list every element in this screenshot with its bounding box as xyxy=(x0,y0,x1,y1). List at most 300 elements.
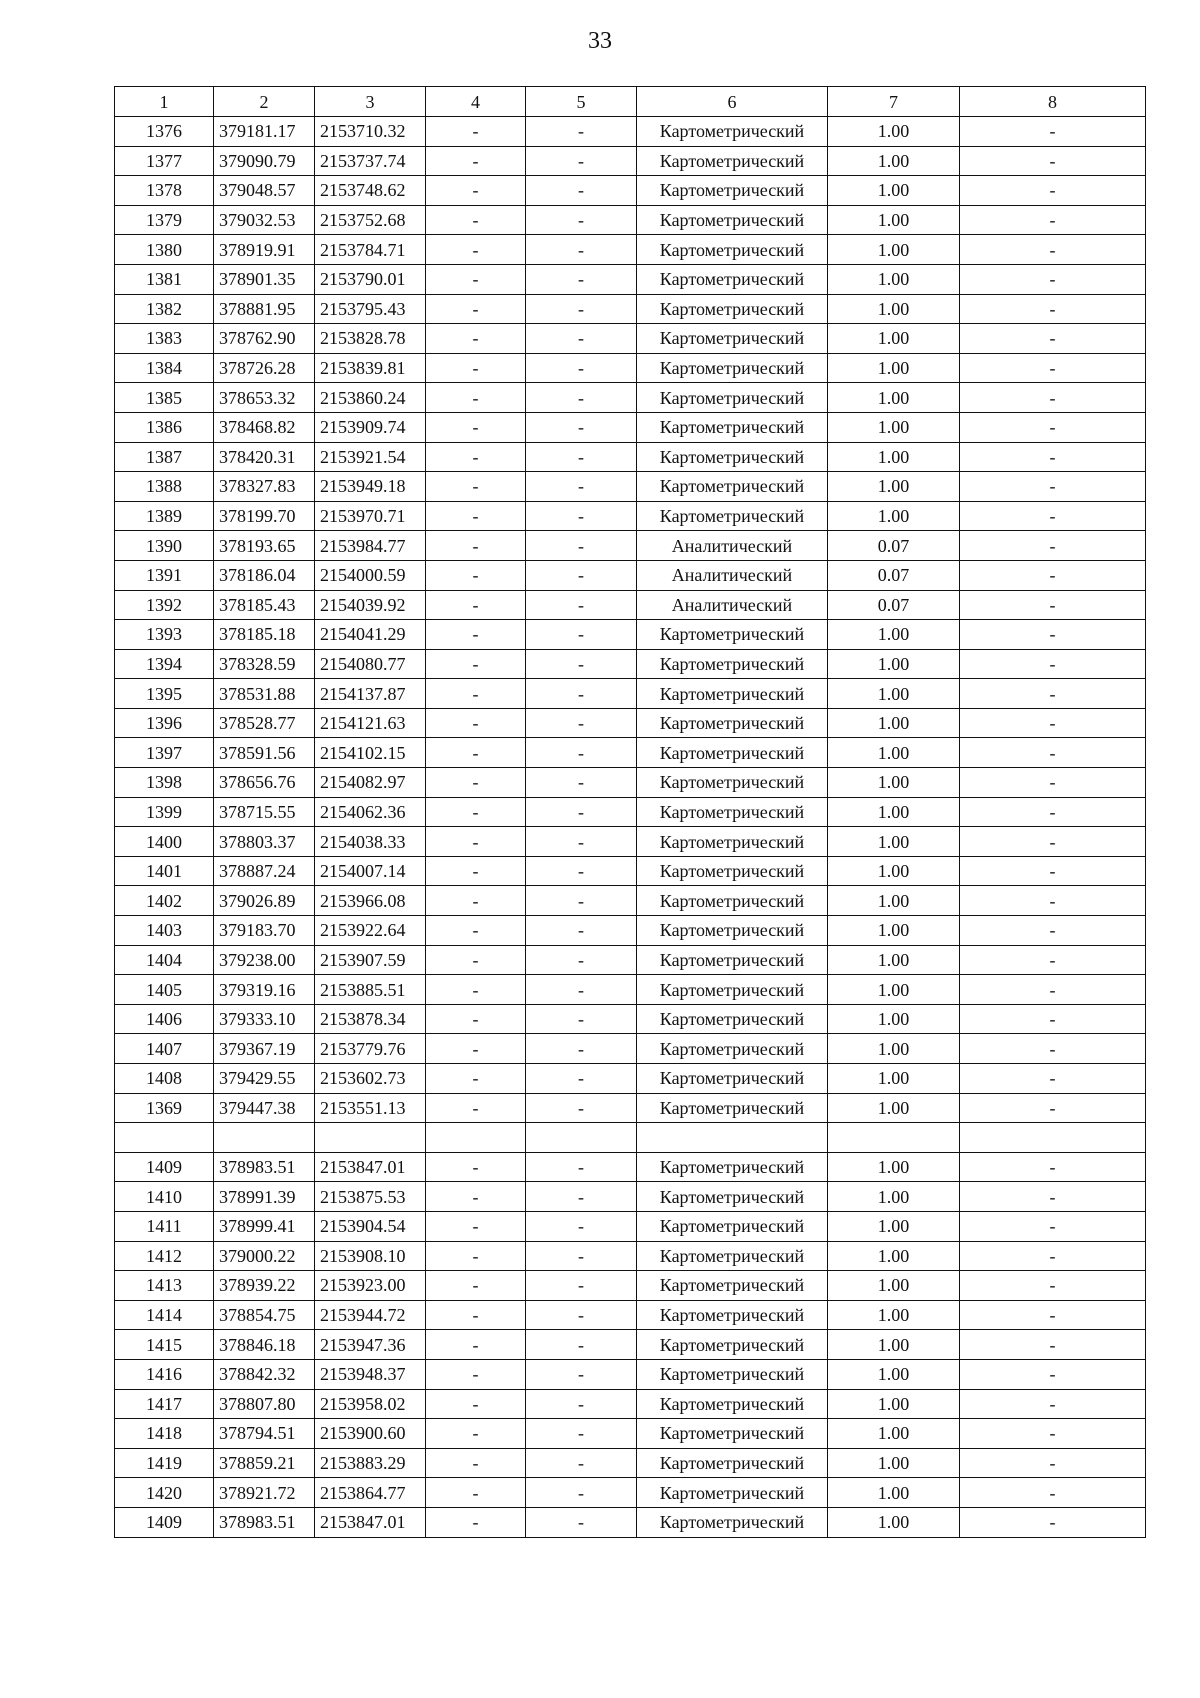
accuracy-cell: 1.00 xyxy=(828,117,960,147)
accuracy-cell: 1.00 xyxy=(828,205,960,235)
col8-cell: - xyxy=(960,738,1146,768)
col4-cell: - xyxy=(426,472,526,502)
point-number-cell: 1411 xyxy=(115,1211,214,1241)
y-coordinate-cell: 2153602.73 xyxy=(315,1064,426,1094)
y-coordinate-cell: 2154102.15 xyxy=(315,738,426,768)
method-cell: Картометрический xyxy=(637,1152,828,1182)
x-coordinate-cell: 378881.95 xyxy=(214,294,315,324)
x-coordinate-cell: 379090.79 xyxy=(214,146,315,176)
method-cell xyxy=(637,1123,828,1153)
col8-cell: - xyxy=(960,1448,1146,1478)
col5-cell: - xyxy=(526,146,637,176)
accuracy-cell: 1.00 xyxy=(828,1478,960,1508)
col8-cell: - xyxy=(960,679,1146,709)
y-coordinate-cell: 2153860.24 xyxy=(315,383,426,413)
point-number-cell: 1386 xyxy=(115,412,214,442)
col8-cell: - xyxy=(960,1034,1146,1064)
y-coordinate-cell: 2154007.14 xyxy=(315,856,426,886)
y-coordinate-cell: 2153909.74 xyxy=(315,412,426,442)
x-coordinate-cell: 378983.51 xyxy=(214,1507,315,1537)
col5-cell: - xyxy=(526,383,637,413)
col4-cell: - xyxy=(426,1004,526,1034)
method-cell: Картометрический xyxy=(637,945,828,975)
x-coordinate-cell: 378186.04 xyxy=(214,560,315,590)
x-coordinate-cell: 379183.70 xyxy=(214,916,315,946)
point-number-cell: 1394 xyxy=(115,649,214,679)
col5-cell: - xyxy=(526,501,637,531)
x-coordinate-cell: 378199.70 xyxy=(214,501,315,531)
header-cell: 7 xyxy=(828,87,960,117)
table-header-row xyxy=(115,87,1146,117)
header-cell: 4 xyxy=(426,87,526,117)
y-coordinate-cell: 2153907.59 xyxy=(315,945,426,975)
accuracy-cell: 1.00 xyxy=(828,827,960,857)
col5-cell: - xyxy=(526,1389,637,1419)
table-row xyxy=(115,1004,1146,1034)
point-number-cell: 1369 xyxy=(115,1093,214,1123)
y-coordinate-cell: 2154121.63 xyxy=(315,708,426,738)
point-number-cell: 1387 xyxy=(115,442,214,472)
col4-cell: - xyxy=(426,117,526,147)
accuracy-cell: 1.00 xyxy=(828,501,960,531)
col8-cell: - xyxy=(960,708,1146,738)
col8-cell: - xyxy=(960,1389,1146,1419)
y-coordinate-cell: 2153784.71 xyxy=(315,235,426,265)
col4-cell: - xyxy=(426,146,526,176)
method-cell: Картометрический xyxy=(637,264,828,294)
table-row xyxy=(115,1478,1146,1508)
col5-cell: - xyxy=(526,590,637,620)
col4-cell: - xyxy=(426,205,526,235)
col4-cell: - xyxy=(426,501,526,531)
accuracy-cell: 0.07 xyxy=(828,590,960,620)
col4-cell: - xyxy=(426,353,526,383)
accuracy-cell: 1.00 xyxy=(828,1330,960,1360)
accuracy-cell: 1.00 xyxy=(828,353,960,383)
col4-cell: - xyxy=(426,1034,526,1064)
method-cell: Картометрический xyxy=(637,649,828,679)
y-coordinate-cell: 2153900.60 xyxy=(315,1419,426,1449)
point-number-cell: 1405 xyxy=(115,975,214,1005)
y-coordinate-cell: 2153947.36 xyxy=(315,1330,426,1360)
col5-cell: - xyxy=(526,797,637,827)
x-coordinate-cell: 378859.21 xyxy=(214,1448,315,1478)
accuracy-cell: 1.00 xyxy=(828,472,960,502)
method-cell: Картометрический xyxy=(637,916,828,946)
y-coordinate-cell: 2153748.62 xyxy=(315,176,426,206)
col4-cell: - xyxy=(426,1330,526,1360)
point-number-cell: 1393 xyxy=(115,620,214,650)
method-cell: Картометрический xyxy=(637,353,828,383)
col8-cell xyxy=(960,1123,1146,1153)
accuracy-cell: 1.00 xyxy=(828,146,960,176)
accuracy-cell: 1.00 xyxy=(828,1507,960,1537)
accuracy-cell: 1.00 xyxy=(828,1300,960,1330)
method-cell: Картометрический xyxy=(637,768,828,798)
table-row xyxy=(115,886,1146,916)
col8-cell: - xyxy=(960,117,1146,147)
col5-cell: - xyxy=(526,235,637,265)
y-coordinate-cell: 2154041.29 xyxy=(315,620,426,650)
col4-cell: - xyxy=(426,264,526,294)
x-coordinate-cell: 379429.55 xyxy=(214,1064,315,1094)
point-number-cell: 1401 xyxy=(115,856,214,886)
point-number-cell xyxy=(115,1123,214,1153)
x-coordinate-cell: 378842.32 xyxy=(214,1359,315,1389)
header-cell: 6 xyxy=(637,87,828,117)
point-number-cell: 1378 xyxy=(115,176,214,206)
col8-cell: - xyxy=(960,649,1146,679)
col4-cell: - xyxy=(426,1419,526,1449)
point-number-cell: 1381 xyxy=(115,264,214,294)
y-coordinate-cell: 2153923.00 xyxy=(315,1271,426,1301)
col8-cell: - xyxy=(960,975,1146,1005)
table-row xyxy=(115,146,1146,176)
col8-cell: - xyxy=(960,1182,1146,1212)
method-cell: Аналитический xyxy=(637,590,828,620)
col5-cell: - xyxy=(526,1241,637,1271)
col4-cell: - xyxy=(426,856,526,886)
method-cell: Картометрический xyxy=(637,1389,828,1419)
col5-cell: - xyxy=(526,679,637,709)
x-coordinate-cell: 378794.51 xyxy=(214,1419,315,1449)
point-number-cell: 1406 xyxy=(115,1004,214,1034)
col5-cell: - xyxy=(526,1211,637,1241)
col8-cell: - xyxy=(960,1064,1146,1094)
method-cell: Картометрический xyxy=(637,1182,828,1212)
col4-cell: - xyxy=(426,1064,526,1094)
table-row xyxy=(115,264,1146,294)
col5-cell: - xyxy=(526,176,637,206)
y-coordinate-cell xyxy=(315,1123,426,1153)
method-cell: Картометрический xyxy=(637,117,828,147)
accuracy-cell: 1.00 xyxy=(828,620,960,650)
table-row xyxy=(115,1359,1146,1389)
method-cell: Картометрический xyxy=(637,324,828,354)
accuracy-cell: 1.00 xyxy=(828,768,960,798)
table-body xyxy=(115,87,1146,1538)
col4-cell: - xyxy=(426,1507,526,1537)
col5-cell: - xyxy=(526,1300,637,1330)
y-coordinate-cell: 2153984.77 xyxy=(315,531,426,561)
col5-cell: - xyxy=(526,1330,637,1360)
col4-cell: - xyxy=(426,294,526,324)
col5-cell: - xyxy=(526,1034,637,1064)
point-number-cell: 1412 xyxy=(115,1241,214,1271)
point-number-cell: 1414 xyxy=(115,1300,214,1330)
coordinates-table xyxy=(114,86,1146,1538)
col4-cell: - xyxy=(426,886,526,916)
table-row xyxy=(115,827,1146,857)
col8-cell: - xyxy=(960,324,1146,354)
table-row xyxy=(115,1152,1146,1182)
col5-cell: - xyxy=(526,945,637,975)
accuracy-cell: 1.00 xyxy=(828,1093,960,1123)
x-coordinate-cell: 378999.41 xyxy=(214,1211,315,1241)
y-coordinate-cell: 2153779.76 xyxy=(315,1034,426,1064)
x-coordinate-cell: 378887.24 xyxy=(214,856,315,886)
col8-cell: - xyxy=(960,1359,1146,1389)
col5-cell: - xyxy=(526,708,637,738)
col4-cell: - xyxy=(426,324,526,354)
col5-cell: - xyxy=(526,649,637,679)
col4-cell: - xyxy=(426,1478,526,1508)
table-row xyxy=(115,768,1146,798)
table-row xyxy=(115,176,1146,206)
col8-cell: - xyxy=(960,1507,1146,1537)
x-coordinate-cell: 378921.72 xyxy=(214,1478,315,1508)
point-number-cell: 1410 xyxy=(115,1182,214,1212)
col8-cell: - xyxy=(960,560,1146,590)
method-cell: Картометрический xyxy=(637,708,828,738)
accuracy-cell: 1.00 xyxy=(828,797,960,827)
point-number-cell: 1403 xyxy=(115,916,214,946)
x-coordinate-cell: 379026.89 xyxy=(214,886,315,916)
x-coordinate-cell: 379367.19 xyxy=(214,1034,315,1064)
x-coordinate-cell: 378656.76 xyxy=(214,768,315,798)
table-row xyxy=(115,235,1146,265)
accuracy-cell: 1.00 xyxy=(828,412,960,442)
method-cell: Картометрический xyxy=(637,442,828,472)
col5-cell: - xyxy=(526,1064,637,1094)
point-number-cell: 1390 xyxy=(115,531,214,561)
x-coordinate-cell: 378939.22 xyxy=(214,1271,315,1301)
x-coordinate-cell: 378591.56 xyxy=(214,738,315,768)
table-row xyxy=(115,1123,1146,1153)
col4-cell: - xyxy=(426,1241,526,1271)
method-cell: Картометрический xyxy=(637,738,828,768)
accuracy-cell: 1.00 xyxy=(828,294,960,324)
accuracy-cell: 0.07 xyxy=(828,560,960,590)
point-number-cell: 1395 xyxy=(115,679,214,709)
accuracy-cell: 1.00 xyxy=(828,264,960,294)
x-coordinate-cell: 379181.17 xyxy=(214,117,315,147)
x-coordinate-cell: 379333.10 xyxy=(214,1004,315,1034)
col8-cell: - xyxy=(960,945,1146,975)
y-coordinate-cell: 2153875.53 xyxy=(315,1182,426,1212)
table-row xyxy=(115,501,1146,531)
x-coordinate-cell: 378919.91 xyxy=(214,235,315,265)
table-row xyxy=(115,294,1146,324)
col5-cell: - xyxy=(526,294,637,324)
table-row xyxy=(115,412,1146,442)
header-cell: 8 xyxy=(960,87,1146,117)
x-coordinate-cell: 378193.65 xyxy=(214,531,315,561)
col5-cell xyxy=(526,1123,637,1153)
col5-cell: - xyxy=(526,975,637,1005)
col8-cell: - xyxy=(960,1004,1146,1034)
method-cell: Картометрический xyxy=(637,146,828,176)
method-cell: Картометрический xyxy=(637,1211,828,1241)
col8-cell: - xyxy=(960,797,1146,827)
point-number-cell: 1420 xyxy=(115,1478,214,1508)
x-coordinate-cell: 378327.83 xyxy=(214,472,315,502)
col8-cell: - xyxy=(960,1300,1146,1330)
method-cell: Картометрический xyxy=(637,1330,828,1360)
y-coordinate-cell: 2153922.64 xyxy=(315,916,426,946)
page-number: 33 xyxy=(588,28,612,54)
col8-cell: - xyxy=(960,353,1146,383)
y-coordinate-cell: 2154082.97 xyxy=(315,768,426,798)
y-coordinate-cell: 2153904.54 xyxy=(315,1211,426,1241)
method-cell: Картометрический xyxy=(637,1478,828,1508)
col4-cell: - xyxy=(426,768,526,798)
table-row xyxy=(115,205,1146,235)
col5-cell: - xyxy=(526,1448,637,1478)
col8-cell: - xyxy=(960,472,1146,502)
x-coordinate-cell: 378726.28 xyxy=(214,353,315,383)
method-cell: Картометрический xyxy=(637,383,828,413)
col4-cell: - xyxy=(426,797,526,827)
col5-cell: - xyxy=(526,324,637,354)
col4-cell: - xyxy=(426,442,526,472)
accuracy-cell: 1.00 xyxy=(828,975,960,1005)
method-cell: Картометрический xyxy=(637,412,828,442)
x-coordinate-cell: 378846.18 xyxy=(214,1330,315,1360)
point-number-cell: 1389 xyxy=(115,501,214,531)
method-cell: Картометрический xyxy=(637,176,828,206)
table-row xyxy=(115,1064,1146,1094)
point-number-cell: 1404 xyxy=(115,945,214,975)
col5-cell: - xyxy=(526,1359,637,1389)
method-cell: Аналитический xyxy=(637,560,828,590)
col4-cell: - xyxy=(426,827,526,857)
col8-cell: - xyxy=(960,264,1146,294)
col8-cell: - xyxy=(960,886,1146,916)
accuracy-cell: 1.00 xyxy=(828,324,960,354)
col8-cell: - xyxy=(960,1478,1146,1508)
method-cell: Картометрический xyxy=(637,1448,828,1478)
table-row xyxy=(115,442,1146,472)
col8-cell: - xyxy=(960,294,1146,324)
y-coordinate-cell: 2153828.78 xyxy=(315,324,426,354)
accuracy-cell: 1.00 xyxy=(828,1359,960,1389)
col4-cell: - xyxy=(426,176,526,206)
table-row xyxy=(115,620,1146,650)
method-cell: Картометрический xyxy=(637,856,828,886)
col8-cell: - xyxy=(960,176,1146,206)
col5-cell: - xyxy=(526,738,637,768)
table-row xyxy=(115,1034,1146,1064)
col4-cell: - xyxy=(426,531,526,561)
accuracy-cell: 0.07 xyxy=(828,531,960,561)
y-coordinate-cell: 2153878.34 xyxy=(315,1004,426,1034)
col4-cell: - xyxy=(426,1448,526,1478)
x-coordinate-cell: 378715.55 xyxy=(214,797,315,827)
table-row xyxy=(115,1241,1146,1271)
col5-cell: - xyxy=(526,768,637,798)
table-row xyxy=(115,797,1146,827)
point-number-cell: 1416 xyxy=(115,1359,214,1389)
col5-cell: - xyxy=(526,1152,637,1182)
point-number-cell: 1402 xyxy=(115,886,214,916)
col5-cell: - xyxy=(526,1507,637,1537)
method-cell: Картометрический xyxy=(637,1093,828,1123)
method-cell: Картометрический xyxy=(637,1064,828,1094)
x-coordinate-cell: 378468.82 xyxy=(214,412,315,442)
accuracy-cell: 1.00 xyxy=(828,442,960,472)
accuracy-cell: 1.00 xyxy=(828,945,960,975)
table-row xyxy=(115,679,1146,709)
table-row xyxy=(115,353,1146,383)
col5-cell: - xyxy=(526,886,637,916)
x-coordinate-cell: 379000.22 xyxy=(214,1241,315,1271)
col8-cell: - xyxy=(960,205,1146,235)
accuracy-cell: 1.00 xyxy=(828,1004,960,1034)
table-row xyxy=(115,324,1146,354)
accuracy-cell: 1.00 xyxy=(828,235,960,265)
table-row xyxy=(115,1300,1146,1330)
point-number-cell: 1409 xyxy=(115,1152,214,1182)
point-number-cell: 1418 xyxy=(115,1419,214,1449)
accuracy-cell: 1.00 xyxy=(828,1419,960,1449)
point-number-cell: 1398 xyxy=(115,768,214,798)
col5-cell: - xyxy=(526,472,637,502)
y-coordinate-cell: 2153958.02 xyxy=(315,1389,426,1419)
table-row xyxy=(115,383,1146,413)
point-number-cell: 1376 xyxy=(115,117,214,147)
col8-cell: - xyxy=(960,531,1146,561)
table-row xyxy=(115,1182,1146,1212)
point-number-cell: 1408 xyxy=(115,1064,214,1094)
col8-cell: - xyxy=(960,916,1146,946)
col4-cell: - xyxy=(426,945,526,975)
col8-cell: - xyxy=(960,146,1146,176)
col4-cell: - xyxy=(426,679,526,709)
table-row xyxy=(115,1093,1146,1123)
col4-cell: - xyxy=(426,738,526,768)
y-coordinate-cell: 2153948.37 xyxy=(315,1359,426,1389)
point-number-cell: 1383 xyxy=(115,324,214,354)
y-coordinate-cell: 2153790.01 xyxy=(315,264,426,294)
accuracy-cell: 1.00 xyxy=(828,679,960,709)
col8-cell: - xyxy=(960,235,1146,265)
table-row xyxy=(115,649,1146,679)
accuracy-cell: 1.00 xyxy=(828,1064,960,1094)
y-coordinate-cell: 2154038.33 xyxy=(315,827,426,857)
table-row xyxy=(115,1507,1146,1537)
col5-cell: - xyxy=(526,1478,637,1508)
y-coordinate-cell: 2153551.13 xyxy=(315,1093,426,1123)
method-cell: Картометрический xyxy=(637,1359,828,1389)
x-coordinate-cell: 378983.51 xyxy=(214,1152,315,1182)
point-number-cell: 1388 xyxy=(115,472,214,502)
accuracy-cell: 1.00 xyxy=(828,708,960,738)
col4-cell: - xyxy=(426,1182,526,1212)
y-coordinate-cell: 2153885.51 xyxy=(315,975,426,1005)
col8-cell: - xyxy=(960,442,1146,472)
accuracy-cell: 1.00 xyxy=(828,886,960,916)
x-coordinate-cell: 379238.00 xyxy=(214,945,315,975)
point-number-cell: 1413 xyxy=(115,1271,214,1301)
col5-cell: - xyxy=(526,264,637,294)
x-coordinate-cell: 378901.35 xyxy=(214,264,315,294)
method-cell: Картометрический xyxy=(637,235,828,265)
point-number-cell: 1409 xyxy=(115,1507,214,1537)
col5-cell: - xyxy=(526,1419,637,1449)
method-cell: Картометрический xyxy=(637,1241,828,1271)
y-coordinate-cell: 2153795.43 xyxy=(315,294,426,324)
col4-cell: - xyxy=(426,975,526,1005)
y-coordinate-cell: 2154137.87 xyxy=(315,679,426,709)
col4-cell: - xyxy=(426,649,526,679)
col5-cell: - xyxy=(526,916,637,946)
y-coordinate-cell: 2153883.29 xyxy=(315,1448,426,1478)
table-row xyxy=(115,1211,1146,1241)
method-cell: Картометрический xyxy=(637,797,828,827)
x-coordinate-cell: 378854.75 xyxy=(214,1300,315,1330)
accuracy-cell: 1.00 xyxy=(828,1182,960,1212)
